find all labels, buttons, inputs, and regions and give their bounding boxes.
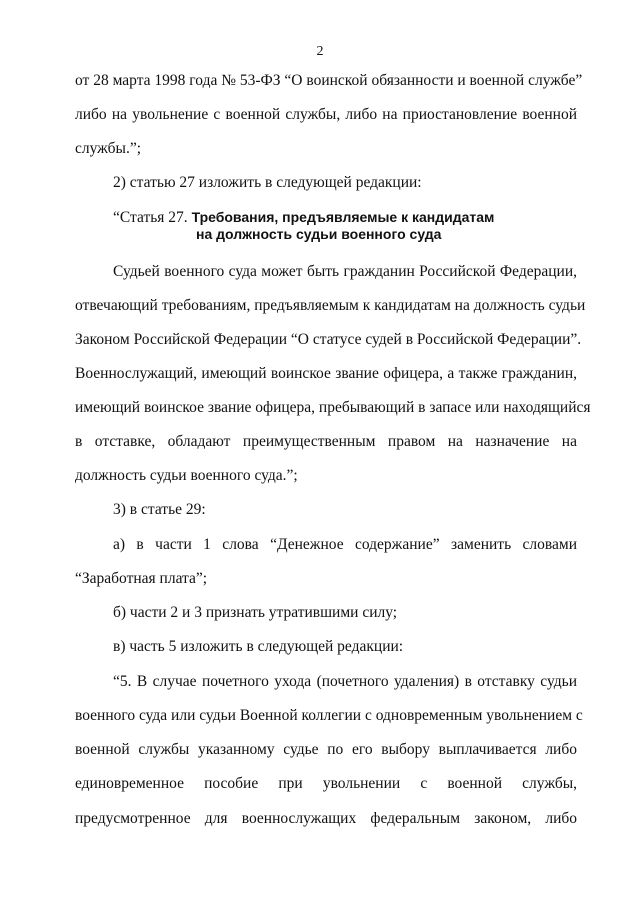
text-line: а) в части 1 слова “Денежное содержание” заменить словами: [113, 536, 577, 553]
text-line: 2) статью 27 изложить в следующей редакции:: [113, 174, 422, 191]
text-line: в) часть 5 изложить в следующей редакции:: [113, 638, 404, 655]
article-heading-title: Требования, предъявляемые к кандидатам: [191, 209, 495, 225]
text-line: б) части 2 и 3 признать утратившими силу;: [113, 604, 398, 621]
text-line: от 28 марта 1998 года № 53-ФЗ “О воинской обязанности и военной службе”: [75, 72, 583, 89]
text-line: военной службы указанному судье по его выбору выплачивается либо: [75, 741, 577, 758]
page-number: 2: [316, 44, 324, 59]
article-heading-line2: на должность судьи военного суда: [196, 226, 442, 242]
text-line: 3) в статье 29:: [113, 501, 206, 518]
text-line: военного суда или судьи Военной коллегии с одновременным увольнением с: [75, 707, 583, 724]
text-line: Законом Российской Федерации “О статусе судей в Российской Федерации”.: [75, 331, 582, 348]
text-line: либо на увольнение с военной службы, либо на приостановление военной: [75, 106, 577, 123]
article-heading: [113, 209, 577, 226]
text-line: Судьей военного суда может быть гражданин Российской Федерации,: [113, 263, 577, 280]
text-line: имеющий воинское звание офицера, пребывающий в запасе или находящийся: [75, 399, 591, 416]
text-line: Военнослужащий, имеющий воинское звание офицера, а также гражданин,: [75, 365, 577, 382]
text-line: предусмотренное для военнослужащих федеральным законом, либо: [75, 810, 577, 827]
text-line: единовременное пособие при увольнении с военной службы,: [75, 775, 577, 792]
text-line: “Заработная плата”;: [75, 570, 208, 587]
text-line: в отставке, обладают преимущественным правом на назначение на: [75, 433, 577, 450]
text-line: отвечающий требованиям, предъявляемым к кандидатам на должность судьи: [75, 297, 586, 314]
text-line: должность судьи военного суда.”;: [75, 467, 298, 484]
article-heading-prefix: “Статья 27.: [113, 209, 188, 226]
text-line: “5. В случае почетного ухода (почетного удаления) в отставку судьи: [113, 673, 577, 690]
text-line: службы.”;: [75, 140, 142, 157]
